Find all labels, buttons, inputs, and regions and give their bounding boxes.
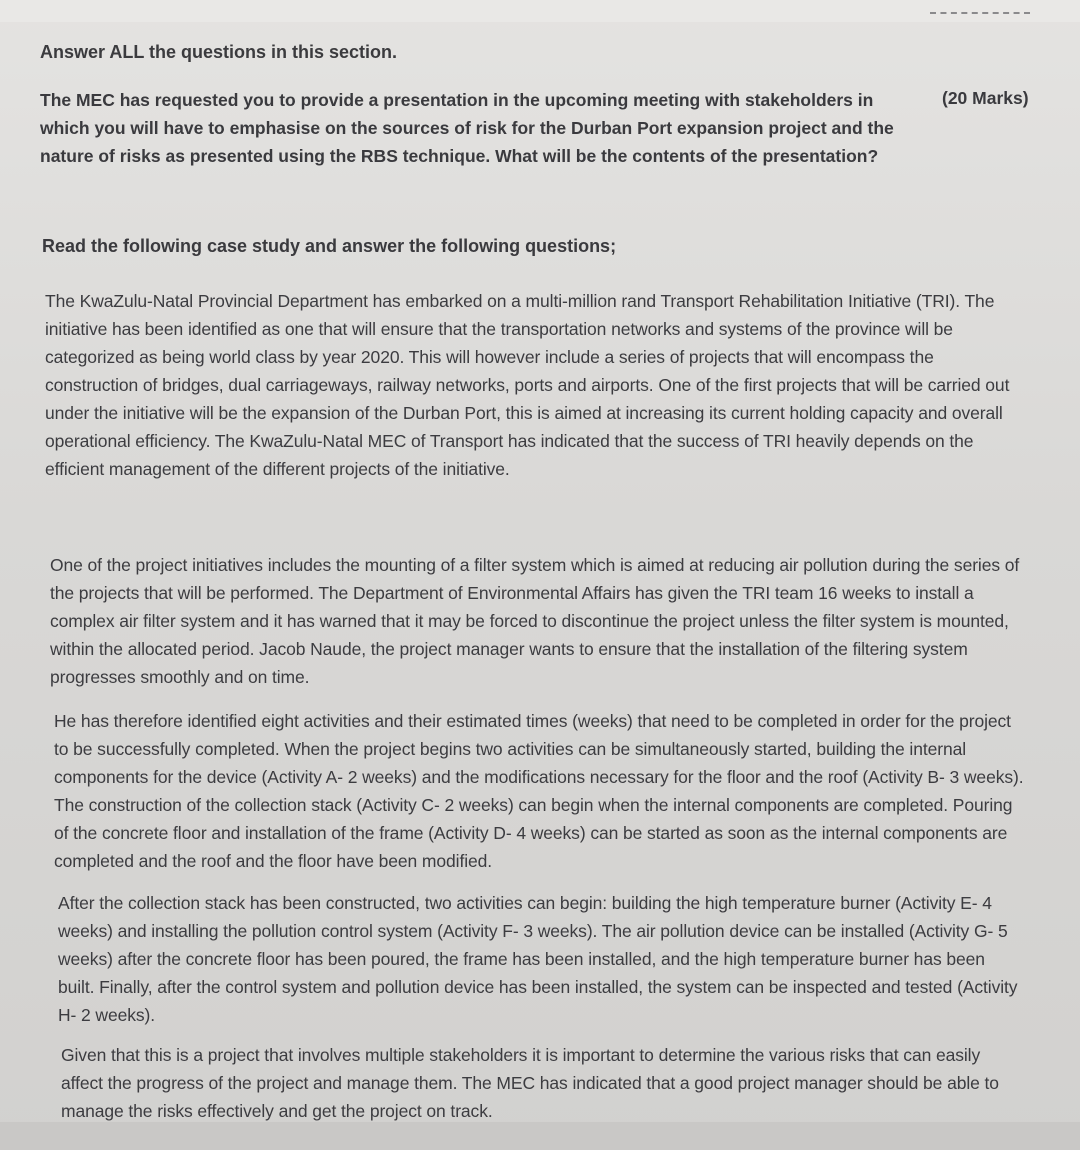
case-paragraph-5: Given that this is a project that involves multiple stakeholders it is important to determine the various risks that can easily affect the progress of the project and manage them. The MEC has indicated that a good project manager should be able to manage the risks effectively and get the project on track. xyxy=(61,1045,999,1121)
top-dashed-line xyxy=(930,12,1030,14)
question-marks: (20 Marks) xyxy=(942,88,1029,108)
bottom-edge xyxy=(0,1122,1080,1150)
case-paragraph-4: After the collection stack has been constructed, two activities can begin: building the high temperature burner (Activity E- 4 weeks) and installing the pollution control system (Activity F- 3 weeks). The air pollution device can be installed (Activity G- 5 weeks) after the concrete floor has been poured, the frame has been installed, and the high temperature burner has been built. Finally, after the control system and pollution device has been installed, the system can be inspected and tested (Activity H- 2 weeks). xyxy=(58,893,1018,1025)
case-paragraph-2: One of the project initiatives includes the mounting of a filter system which is aimed at reducing air pollution during the series of the projects that will be performed. The Department of Environmental Affairs has given the TRI team 16 weeks to install a complex air filter system and it has warned that it may be forced to discontinue the project unless the filter system is mounted, within the allocated period. Jacob Naude, the project manager wants to ensure that the installation of the filtering system progresses smoothly and on time. xyxy=(50,555,1020,687)
case-paragraph-3: He has therefore identified eight activities and their estimated times (weeks) that need to be completed in order for the project to be successfully completed. When the project begins two activities can be simultaneously started, building the internal components for the device (Activity A- 2 weeks) and the modifications necessary for the floor and the roof (Activity B- 3 weeks). The construction of the collection stack (Activity C- 2 weeks) can begin when the internal components are completed. Pouring of the concrete floor and installation of the frame (Activity D- 4 weeks) can be started as soon as the internal components are completed and the roof and the floor have been modified. xyxy=(54,711,1024,871)
top-edge xyxy=(0,0,1080,22)
question-text: The MEC has requested you to provide a presentation in the upcoming meeting with stakeholders in which you will have to emphasise on the sources of risk for the Durban Port expansion project and the nature of risks as presented using the RBS technique. What will be the contents of the presentation? xyxy=(40,90,894,166)
section-instruction: Answer ALL the questions in this section. xyxy=(40,42,398,62)
case-paragraph-1: The KwaZulu-Natal Provincial Department has embarked on a multi-million rand Transport Rehabilitation Initiative (TRI). The initiative has been identified as one that will ensure that the transportation networks and systems of the province will be categorized as being world class by year 2020. This will however include a series of projects that will encompass the construction of bridges, dual carriageways, railway networks, ports and airports. One of the first projects that will be carried out under the initiative will be the expansion of the Durban Port, this is aimed at increasing its current holding capacity and overall operational efficiency. The KwaZulu-Natal MEC of Transport has indicated that the success of TRI heavily depends on the efficient management of the different projects of the initiative. xyxy=(45,291,1010,479)
case-study-heading: Read the following case study and answer the following questions; xyxy=(42,236,617,256)
